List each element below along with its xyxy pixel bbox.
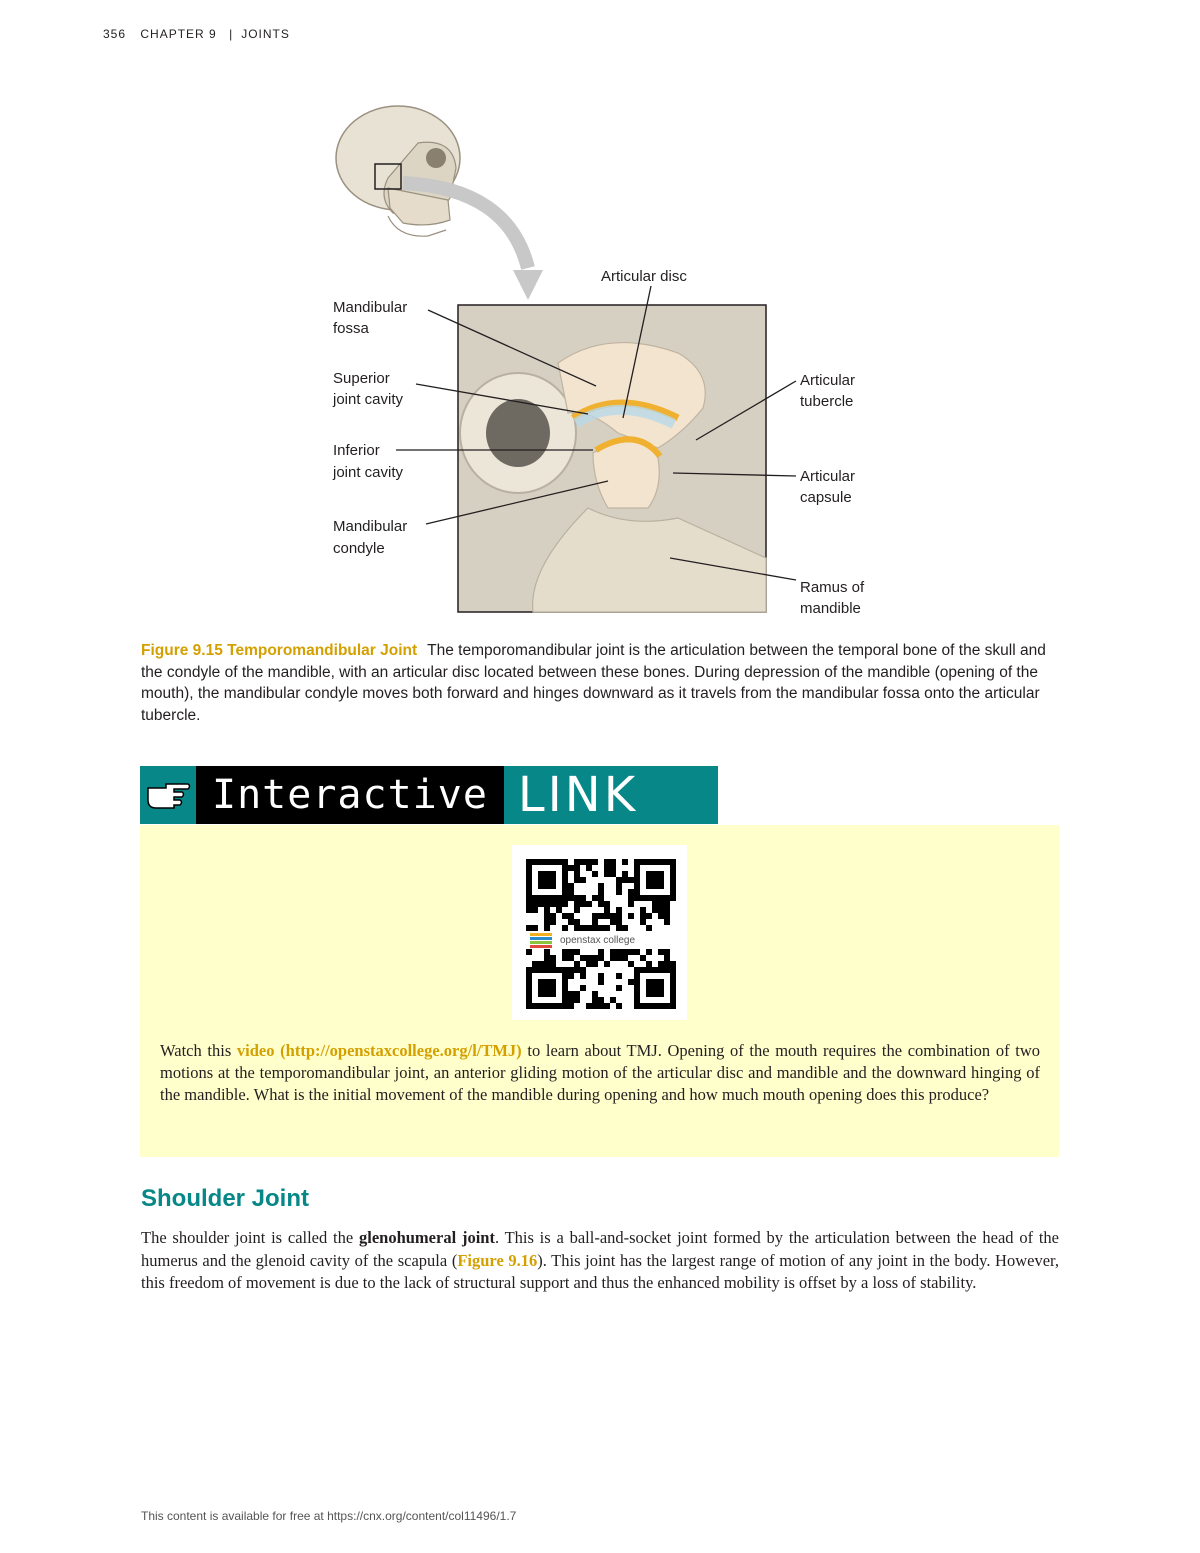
label-articular-disc: Articular disc: [601, 268, 687, 285]
interactive-link-text: [160, 1040, 1040, 1106]
video-link[interactable]: video (http://openstaxcollege.org/l/TMJ): [236, 1041, 522, 1060]
qr-code[interactable]: [512, 845, 687, 1020]
figure-caption-title: Figure 9.15 Temporomandibular Joint: [141, 642, 418, 659]
section-label: JOINTS: [241, 27, 290, 41]
label-ramus-1: Ramus of: [800, 579, 865, 596]
label-ramus-2: mandible: [800, 600, 861, 617]
interactive-link-box: [140, 825, 1059, 1157]
tmj-illustration: [318, 88, 898, 620]
para-text-1: The shoulder joint is called the: [141, 1228, 359, 1247]
label-articular-tubercle-1: Articular: [800, 372, 856, 389]
label-superior-cavity-2: joint cavity: [333, 391, 404, 408]
tmj-figure: [318, 88, 898, 620]
pointing-hand-icon: [140, 766, 196, 824]
para-text-2: . This is a ball-and-socket joint formed by the articulation between the head of the humerus and the glenoid cavity of the scapula (: [141, 1228, 1060, 1270]
figure-reference-link[interactable]: Figure 9.16: [457, 1250, 538, 1270]
label-mandibular-fossa-1: Mandibular: [333, 299, 408, 316]
label-articular-capsule-1: Articular: [800, 468, 856, 485]
label-mandibular-condyle-1: Mandibular: [333, 518, 408, 535]
body-paragraph: [141, 1227, 1059, 1295]
page-number: 356: [103, 27, 127, 41]
figure-caption: [141, 640, 1059, 726]
para-text-3: ). This joint has the largest range of motion of any joint in the body. However, this freedom of movement is due to the lack of structural support and thus the enhanced mobility is offset by a loss of stability.: [141, 1250, 1059, 1292]
chapter-label: CHAPTER 9: [140, 27, 217, 41]
label-mandibular-condyle-2: condyle: [333, 540, 385, 557]
joint-detail-panel: [458, 305, 766, 612]
link-text-after: to learn about TMJ. Opening of the mouth requires the combination of two motions at the temporomandibular joint, an anterior gliding motion of the articular disc and mandible and the downward hinging of the mandible. What is the initial movement of the mandible during opening and how much mouth opening does this produce?: [160, 1041, 1041, 1104]
section-heading: Shoulder Joint: [141, 1185, 309, 1212]
arrow-icon: [513, 270, 543, 300]
label-articular-capsule-2: capsule: [800, 489, 852, 506]
label-inferior-cavity-2: joint cavity: [333, 464, 404, 481]
banner-interactive-text: Interactive: [196, 766, 504, 824]
qr-code-graphic: [512, 845, 687, 1020]
label-superior-cavity-1: Superior: [333, 370, 390, 387]
interactive-link-banner: [140, 766, 718, 824]
link-text-before: Watch this: [160, 1041, 237, 1060]
label-mandibular-fossa-2: fossa: [333, 320, 369, 337]
page-footer: This content is available for free at https://cnx.org/content/col11496/1.7: [141, 1509, 517, 1523]
svg-text:openstax college: openstax college: [560, 935, 636, 946]
term-glenohumeral: glenohumeral joint: [359, 1228, 495, 1247]
skull-drawing: [336, 106, 460, 236]
label-inferior-cavity-1: Inferior: [333, 442, 380, 459]
figure-caption-text: The temporomandibular joint is the articulation between the temporal bone of the skull and the condyle of the mandible, with an articular disc located between these bones. During depression of the mandible (opening of the mouth), the mandibular condyle moves both forward and hinges downward as it travels from the mandibular fossa onto the articular tubercle.: [141, 642, 1046, 724]
banner-link-text: LINK: [504, 766, 718, 824]
label-articular-tubercle-2: tubercle: [800, 393, 854, 410]
running-header: [103, 27, 290, 41]
header-separator: |: [229, 27, 234, 41]
